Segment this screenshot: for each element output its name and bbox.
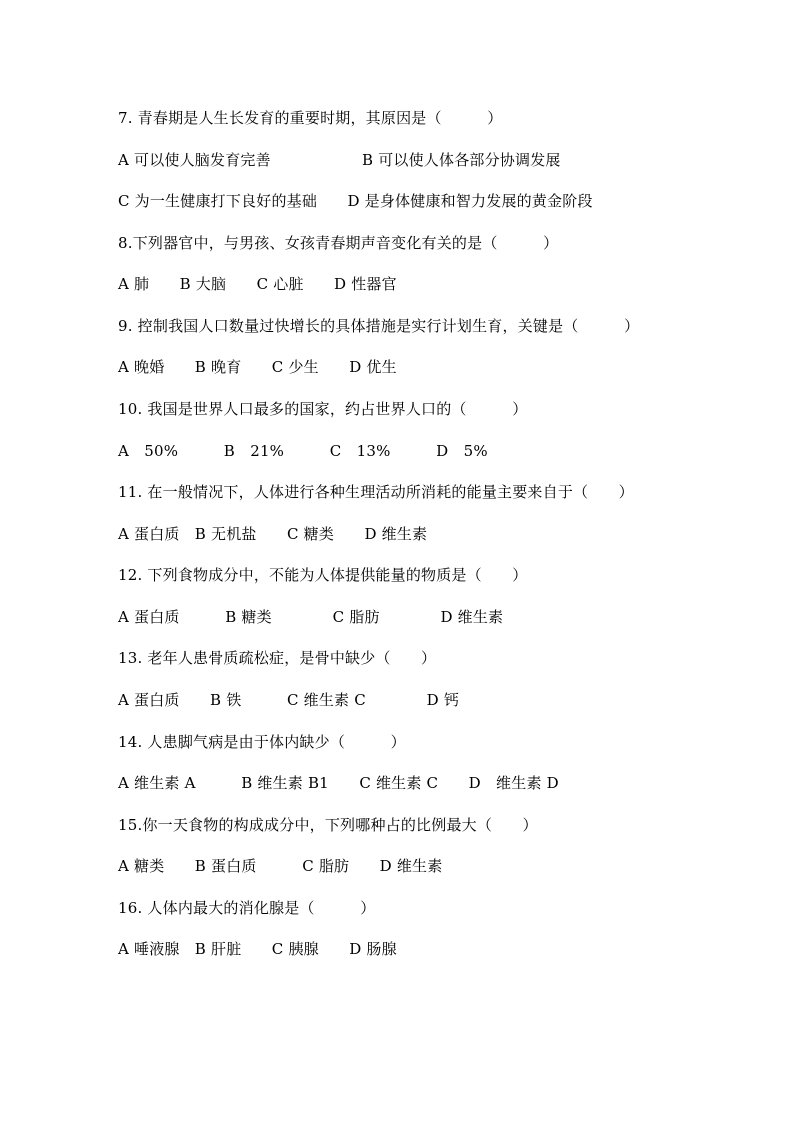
question-15-stem: 15.你一天食物的构成成分中，下列哪种占的比例最大（ ） [118,816,538,834]
question-8-stem: 8.下列器官中，与男孩、女孩青春期声音变化有关的是（ ） [118,234,559,252]
question-15-options: A 糖类 B 蛋白质 C 脂肪 D 维生素 [118,857,443,875]
question-7-options-cd: C 为一生健康打下良好的基础 D 是身体健康和智力发展的黄金阶段 [118,192,593,210]
question-16-stem: 16. 人体内最大的消化腺是（ ） [118,899,376,917]
question-11-options: A 蛋白质 B 无机盐 C 糖类 D 维生素 [118,525,428,543]
question-9-stem: 9. 控制我国人口数量过快增长的具体措施是实行计划生育，关键是（ ） [118,317,640,335]
question-13-stem: 13. 老年人患骨质疏松症，是骨中缺少（ ） [118,649,437,667]
question-7-options-ab: A 可以使人脑发育完善 B 可以使人体各部分协调发展 [118,151,561,169]
question-8-options: A 肺 B 大脑 C 心脏 D 性器官 [118,275,397,293]
question-14-stem: 14. 人患脚气病是由于体内缺少（ ） [118,733,406,751]
question-16-options: A 唾液腺 B 肝脏 C 胰腺 D 肠腺 [118,940,397,958]
question-11-stem: 11. 在一般情况下，人体进行各种生理活动所消耗的能量主要来自于（ ） [118,483,634,501]
question-10-stem: 10. 我国是世界人口最多的国家，约占世界人口的（ ） [118,400,528,418]
question-9-options: A 晚婚 B 晚育 C 少生 D 优生 [118,358,397,376]
question-12-stem: 12. 下列食物成分中，不能为人体提供能量的物质是（ ） [118,566,528,584]
question-7-stem: 7. 青春期是人生长发育的重要时期，其原因是（ ） [118,109,503,127]
question-14-options: A 维生素 A B 维生素 B1 C 维生素 C D 维生素 D [118,774,559,792]
question-10-options: A 50% B 21% C 13% D 5% [118,442,488,460]
question-12-options: A 蛋白质 B 糖类 C 脂肪 D 维生素 [118,608,504,626]
question-13-options: A 蛋白质 B 铁 C 维生素 C D 钙 [118,691,460,709]
